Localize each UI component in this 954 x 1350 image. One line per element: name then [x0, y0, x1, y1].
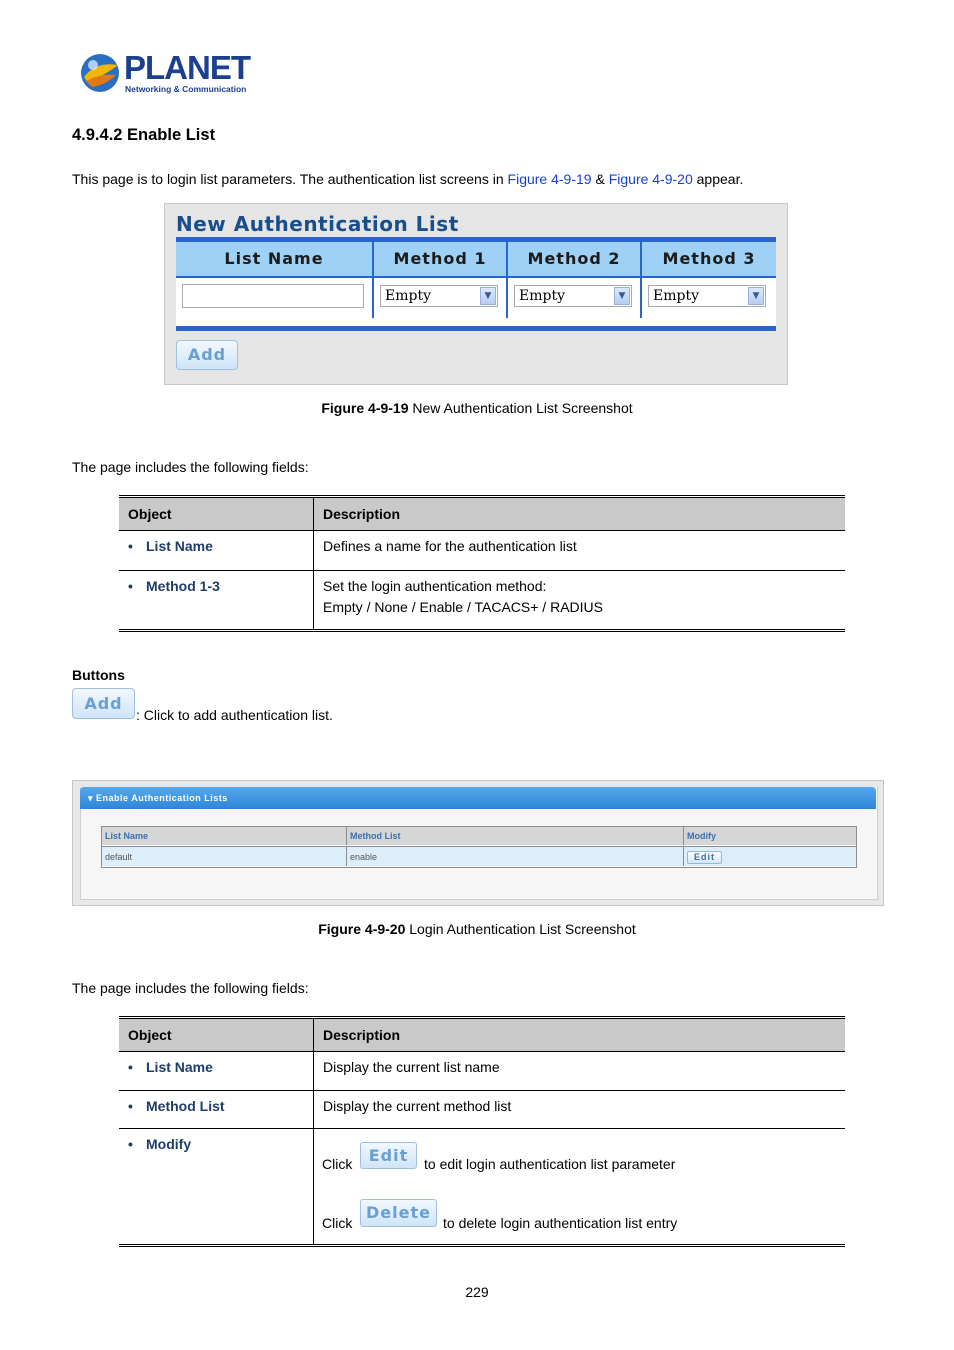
delete-button-example[interactable]: Delete — [360, 1199, 437, 1227]
description-line: Set the login authentication method: — [323, 578, 547, 594]
method-3-value: Empty — [653, 288, 699, 304]
section-title: 4.9.4.2 Enable List — [72, 126, 216, 144]
object-cell — [119, 571, 314, 631]
method-1-value: Empty — [385, 288, 431, 304]
table-header-row — [119, 1018, 845, 1052]
fields-table-2 — [119, 1016, 845, 1247]
table-row — [119, 1091, 845, 1129]
figure-2-caption-number: Figure 4-9-20 — [318, 921, 406, 937]
intro-amp: & — [591, 171, 609, 187]
header-list-name: List Name — [176, 242, 374, 276]
cell-list-name: default — [102, 846, 347, 866]
method-2-value: Empty — [519, 288, 565, 304]
table-row — [119, 1052, 845, 1091]
figure-1-caption — [0, 400, 954, 416]
chevron-down-icon[interactable]: ▼ — [748, 287, 764, 305]
page-number: 229 — [465, 1284, 489, 1300]
edit-click-label: Click — [322, 1156, 353, 1172]
login-authentication-list-screenshot — [72, 780, 884, 906]
bullet: • — [128, 1136, 133, 1152]
edit-button-example[interactable]: Edit — [360, 1142, 417, 1169]
intro-text-before: This page is to login list parameters. The authentication list screens in — [72, 171, 508, 187]
caret-down-icon[interactable]: ▾ — [88, 793, 97, 803]
fields-intro-2: The page includes the following fields: — [72, 980, 309, 996]
object-cell — [119, 1129, 314, 1246]
add-button-example[interactable]: Add — [72, 688, 135, 719]
panel-title: New Authentication List — [176, 212, 459, 236]
header-method-list: Method List — [347, 827, 684, 845]
cell-method-3 — [642, 278, 776, 318]
table-row — [119, 531, 845, 571]
chevron-down-icon[interactable]: ▼ — [480, 287, 496, 305]
cell-method-list: enable — [347, 846, 684, 866]
add-button[interactable]: Add — [176, 340, 238, 370]
header-description: Description — [314, 1018, 846, 1052]
buttons-heading: Buttons — [72, 667, 125, 683]
panel-title — [88, 793, 228, 804]
bullet: • — [128, 538, 133, 554]
figure-2-caption — [0, 921, 954, 937]
globe-icon — [78, 51, 122, 95]
object-cell — [119, 531, 314, 571]
description-cell — [314, 571, 846, 631]
bullet: • — [128, 1059, 133, 1075]
header-modify: Modify — [684, 827, 856, 845]
auth-lists-table — [101, 826, 857, 868]
cell-modify — [684, 846, 856, 866]
cell-method-1 — [374, 278, 508, 318]
method-2-select[interactable] — [514, 285, 632, 307]
edit-button[interactable]: Edit — [687, 851, 722, 864]
figure-link-1[interactable]: Figure 4-9-19 — [507, 171, 592, 187]
description-line: Empty / None / Enable / TACACS+ / RADIUS — [323, 599, 603, 615]
description-cell: Display the current list name — [314, 1052, 846, 1091]
object-name: List Name — [146, 538, 213, 554]
cell-method-2 — [508, 278, 642, 318]
delete-description: to delete login authentication list entry — [443, 1215, 678, 1231]
header-list-name: List Name — [102, 827, 347, 845]
description-cell: Defines a name for the authentication list — [314, 531, 846, 571]
object-cell — [119, 1052, 314, 1091]
figure-1-caption-text: New Authentication List Screenshot — [408, 400, 633, 416]
edit-description: to edit login authentication list parameter — [424, 1156, 676, 1172]
object-name: Method List — [146, 1098, 225, 1114]
header-method-3: Method 3 — [642, 242, 776, 276]
object-name: List Name — [146, 1059, 213, 1075]
object-cell — [119, 1091, 314, 1129]
intro-paragraph — [72, 170, 743, 188]
new-auth-list-table — [176, 237, 776, 331]
chevron-down-icon[interactable]: ▼ — [614, 287, 630, 305]
table-header-row — [119, 497, 845, 531]
logo-brand: PLANET — [124, 49, 250, 86]
logo-tagline: Networking & Communication — [125, 84, 247, 94]
bullet: • — [128, 578, 133, 594]
object-name: Method 1-3 — [146, 578, 220, 594]
header-description: Description — [314, 497, 846, 531]
figure-2-caption-text: Login Authentication List Screenshot — [405, 921, 636, 937]
cell-list-name — [176, 278, 374, 318]
description-cell: Display the current method list — [314, 1091, 846, 1129]
header-method-2: Method 2 — [508, 242, 642, 276]
bullet: • — [128, 1098, 133, 1114]
header-object: Object — [119, 497, 314, 531]
add-button-description: : Click to add authentication list. — [136, 707, 333, 723]
header-method-1: Method 1 — [374, 242, 508, 276]
method-1-select[interactable] — [380, 285, 498, 307]
figure-link-2[interactable]: Figure 4-9-20 — [608, 171, 693, 187]
fields-table-1 — [119, 495, 845, 632]
list-name-input[interactable] — [182, 284, 364, 308]
method-3-select[interactable] — [648, 285, 766, 307]
new-authentication-list-screenshot — [164, 203, 788, 385]
table-row — [119, 571, 845, 631]
header-object: Object — [119, 1018, 314, 1052]
fields-intro-1: The page includes the following fields: — [72, 459, 309, 475]
panel-title-text: Enable Authentication Lists — [96, 793, 228, 803]
delete-click-label: Click — [322, 1215, 353, 1231]
figure-1-caption-number: Figure 4-9-19 — [321, 400, 409, 416]
intro-text-after: appear. — [692, 171, 744, 187]
object-name: Modify — [146, 1136, 192, 1152]
